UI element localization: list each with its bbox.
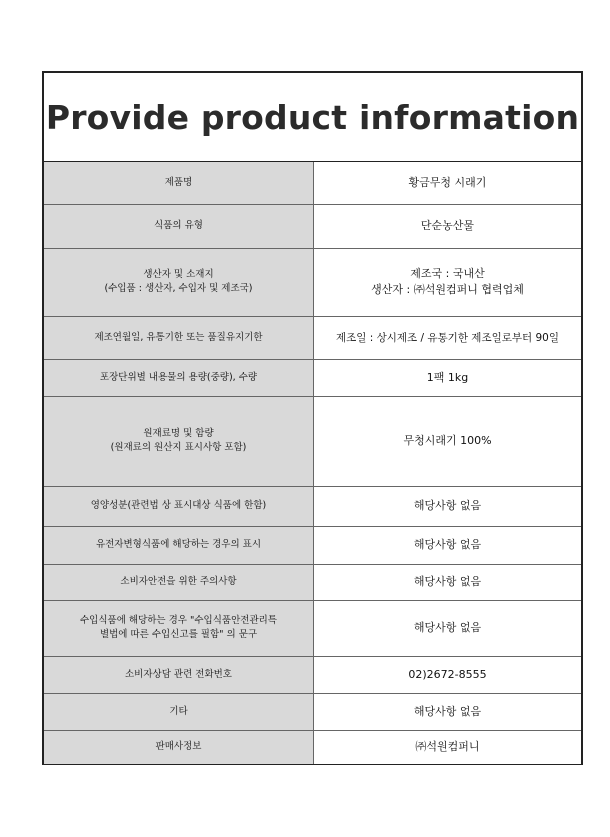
row-label: 소비자안전을 위한 주의사항	[44, 564, 314, 600]
row-label: 판매사정보	[44, 730, 314, 764]
table-row	[44, 316, 581, 359]
page-title: Provide product information	[45, 97, 580, 137]
table-row	[44, 486, 581, 526]
row-value: 해당사항 없음	[314, 564, 582, 600]
row-label: 유전자변형식품에 해당하는 경우의 표시	[44, 526, 314, 564]
row-label: 생산자 및 소재지 (수입품 : 생산자, 수입자 및 제조국)	[44, 248, 314, 316]
table-row	[44, 693, 581, 730]
table-row	[44, 162, 581, 204]
table-row	[44, 730, 581, 764]
row-label: 포장단위별 내용물의 용량(중량), 수량	[44, 359, 314, 396]
title-box	[44, 73, 581, 162]
table-row	[44, 564, 581, 600]
row-label: 제조연월일, 유통기한 또는 품질유지기한	[44, 316, 314, 359]
row-label: 원재료명 및 함량 (원재료의 원산지 표시사항 포함)	[44, 396, 314, 486]
row-label: 영양성분(관련법 상 표시대상 식품에 한함)	[44, 486, 314, 526]
table-row	[44, 526, 581, 564]
row-label: 기타	[44, 693, 314, 730]
row-value: 단순농산물	[314, 204, 582, 248]
row-value: 무청시래기 100%	[314, 396, 582, 486]
table-row	[44, 248, 581, 316]
row-label: 수입식품에 해당하는 경우 "수입식품안전관리특 별법에 따른 수입신고를 필함" 의 문구	[44, 600, 314, 656]
row-value: 1팩 1kg	[314, 359, 582, 396]
row-label: 소비자상담 관련 전화번호	[44, 656, 314, 693]
row-value: 해당사항 없음	[314, 600, 582, 656]
row-label: 식품의 유형	[44, 204, 314, 248]
row-value: 황금무청 시래기	[314, 162, 582, 204]
row-label: 제품명	[44, 162, 314, 204]
row-value: 02)2672-8555	[314, 656, 582, 693]
row-value: 해당사항 없음	[314, 486, 582, 526]
row-value: 해당사항 없음	[314, 526, 582, 564]
table-row	[44, 204, 581, 248]
product-info-sheet	[42, 71, 583, 765]
row-value: 제조국 : 국내산 생산자 : ㈜석원컴퍼니 협력업체	[314, 248, 582, 316]
table-row	[44, 359, 581, 396]
product-info-table	[44, 162, 581, 764]
table-row	[44, 600, 581, 656]
row-value: 해당사항 없음	[314, 693, 582, 730]
table-row	[44, 396, 581, 486]
row-value: 제조일 : 상시제조 / 유통기한 제조일로부터 90일	[314, 316, 582, 359]
row-value: ㈜석원컴퍼니	[314, 730, 582, 764]
table-row	[44, 656, 581, 693]
